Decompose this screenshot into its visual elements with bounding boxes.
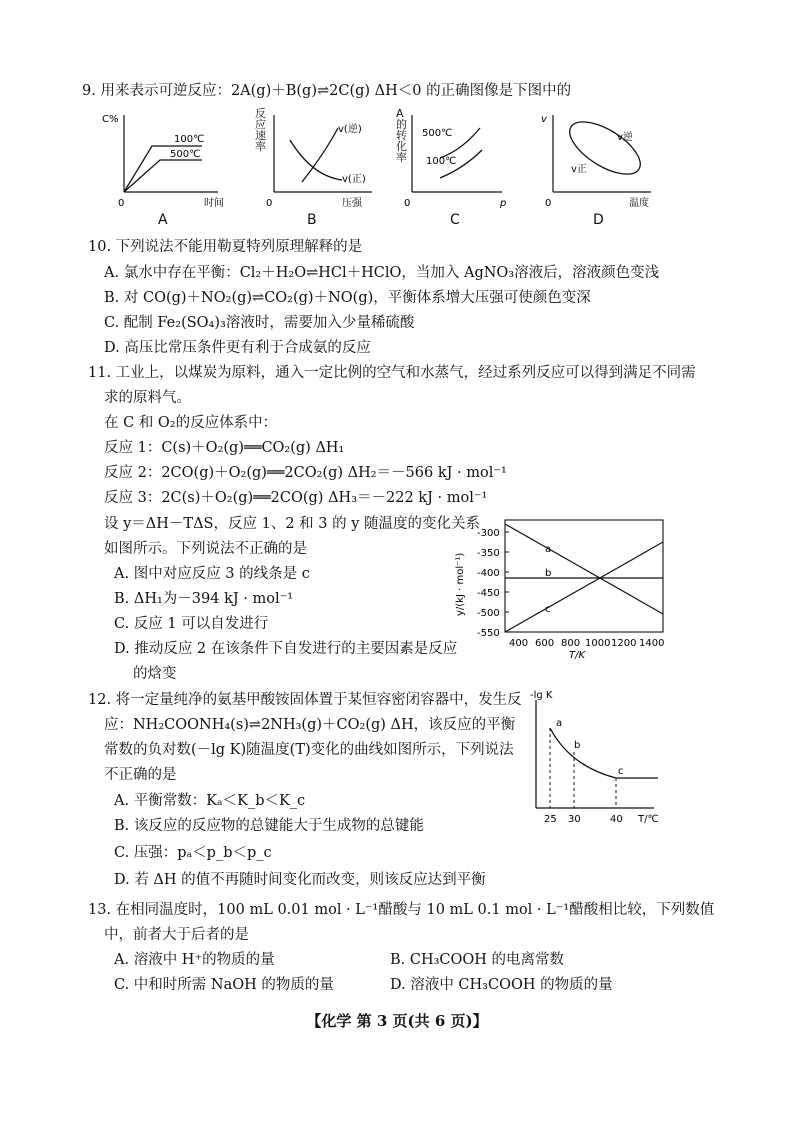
q13-option-a: A. 溶液中 H⁺的物质的量	[114, 952, 275, 968]
q11-option-a: A. 图中对应反应 3 的线条是 c	[114, 566, 310, 582]
q9-stem: 9. 用来表示可逆反应：2A(g)＋B(g)⇌2C(g) ΔH＜0 的正确图像是下图中的	[82, 83, 572, 99]
chart12-point-a: a	[556, 718, 563, 729]
graph-a-caption: A	[158, 212, 168, 228]
chart11-xtick: 1000	[585, 638, 611, 649]
chart12-xtick: 25	[544, 814, 557, 825]
graph-d-curve1: v逆	[617, 132, 633, 143]
q11-reaction-3: 反应 3：2C(s)＋O₂(g)══2CO(g) ΔH₃＝－222 kJ · mol⁻¹	[104, 490, 488, 506]
q12-option-c: C. 压强：pₐ＜p_b＜p_c	[114, 845, 272, 861]
q11-chart	[455, 520, 705, 661]
graph-c-origin: 0	[404, 198, 411, 209]
graph-a-ylabel: C%	[102, 114, 119, 125]
chart11-ytick: -550	[477, 628, 500, 639]
chart11-ytick: -400	[477, 568, 500, 579]
chart11-xtick: 400	[509, 638, 529, 649]
q11-reaction-1: 反应 1：C(s)＋O₂(g)══CO₂(g) ΔH₁	[104, 440, 345, 456]
graph-d-ylabel: v	[541, 114, 547, 125]
graph-a-curve1: 100℃	[174, 134, 205, 145]
graph-d-xlabel: 温度	[629, 198, 649, 209]
q12-line2: 应：NH₂COONH₄(s)⇌2NH₃(g)＋CO₂(g) ΔH，该反应的平衡	[104, 717, 516, 733]
page-footer: 【化学 第 3 页(共 6 页)】	[306, 1012, 488, 1030]
q12-line4: 不正确的是	[104, 767, 177, 783]
q10-stem: 10. 下列说法不能用勒夏特列原理解释的是	[88, 239, 363, 255]
q11-stem-line2: 求的原料气。	[104, 390, 191, 406]
q12-option-d: D. 若 ΔH 的值不再随时间变化而改变，则该反应达到平衡	[114, 872, 486, 888]
q12-chart	[530, 690, 680, 830]
graph-c-curve2: 100℃	[426, 156, 457, 167]
q11-line3: 在 C 和 O₂的反应体系中：	[104, 415, 278, 431]
chart11-ytick: -450	[477, 588, 500, 599]
graph-d-origin: 0	[545, 198, 552, 209]
graph-a	[102, 110, 230, 210]
graph-c-ylabel: A的转化率	[396, 107, 407, 164]
q13-option-c: C. 中和时所需 NaOH 的物质的量	[114, 977, 334, 993]
q13-line1: 13. 在相同温度时，100 mL 0.01 mol · L⁻¹醋酸与 10 mL 0.1 mol · L⁻¹醋酸相比较，下列数值	[88, 902, 715, 918]
q12-line3: 常数的负对数(－lg K)随温度(T)变化的曲线如图所示，下列说法	[104, 742, 514, 758]
q12-option-a: A. 平衡常数：Kₐ＜K_b＜K_c	[114, 793, 306, 809]
q13-option-b: B. CH₃COOH 的电离常数	[390, 952, 565, 968]
graph-a-xlabel: 时间	[204, 198, 224, 209]
chart11-label-a: a	[545, 544, 552, 555]
q11-stem-line1: 11. 工业上，以煤炭为原料，通入一定比例的空气和水蒸气，经过系列反应可以得到满足不同需	[88, 365, 696, 381]
q11-desc1: 设 y＝ΔH－TΔS，反应 1、2 和 3 的 y 随温度的变化关系	[104, 516, 481, 532]
q10-option-a: A. 氯水中存在平衡：Cl₂＋H₂O⇌HCl＋HClO，当加入 AgNO₃溶液后，溶液颜色变浅	[104, 265, 660, 281]
q12-option-b: B. 该反应的反应物的总键能大于生成物的总键能	[114, 818, 424, 834]
graph-b-ylabel: 反应速率	[255, 107, 266, 153]
chart11-xtick: 1200	[611, 638, 637, 649]
chart12-xtick: 30	[568, 814, 581, 825]
graph-b	[262, 110, 392, 210]
graph-b-curve1: v(逆)	[338, 124, 362, 135]
chart11-line-c	[505, 542, 663, 632]
graph-c-xlabel: p	[500, 198, 507, 209]
graph-c-caption: C	[450, 212, 460, 228]
chart11-label-c: c	[545, 604, 551, 615]
graph-b-xlabel: 压强	[342, 198, 362, 209]
chart11-ytick: -500	[477, 608, 500, 619]
graph-b-origin: 0	[266, 198, 273, 209]
graph-c-curve1: 500℃	[422, 128, 453, 139]
chart12-xlabel: T/℃	[638, 814, 659, 825]
chart11-ylabel: y/(kJ · mol⁻¹)	[455, 552, 466, 616]
graph-d	[543, 110, 673, 210]
chart12-point-c: c	[618, 766, 624, 777]
chart11-ytick: -350	[477, 548, 500, 559]
chart12-point-b: b	[574, 740, 581, 751]
chart11-label-b: b	[545, 568, 552, 579]
q10-option-d: D. 高压比常压条件更有利于合成氨的反应	[104, 340, 371, 356]
q13-line2: 中，前者大于后者的是	[104, 927, 249, 943]
q11-desc2: 如图所示。下列说法不正确的是	[104, 541, 307, 557]
graph-c	[404, 110, 524, 210]
q12-line1: 12. 将一定量纯净的氨基甲酸铵固体置于某恒容密闭容器中，发生反	[88, 692, 522, 708]
graph-b-caption: B	[307, 212, 317, 228]
chart11-line-a	[505, 524, 663, 614]
chart11-xtick: 800	[561, 638, 581, 649]
q10-option-b: B. 对 CO(g)＋NO₂(g)⇌CO₂(g)＋NO(g)，平衡体系增大压强可使颜色变深	[104, 290, 591, 306]
chart11-xlabel: T/K	[569, 650, 586, 661]
q11-option-b: B. ΔH₁为－394 kJ · mol⁻¹	[114, 591, 294, 607]
q11-reaction-2: 反应 2：2CO(g)＋O₂(g)══2CO₂(g) ΔH₂＝－566 kJ · mol⁻¹	[104, 465, 507, 481]
q13-option-d: D. 溶液中 CH₃COOH 的物质的量	[390, 977, 613, 993]
graph-d-caption: D	[593, 212, 604, 228]
graph-d-curve2: v正	[571, 164, 587, 175]
q11-option-c: C. 反应 1 可以自发进行	[114, 616, 269, 632]
q11-option-d-cont: 的焓变	[133, 666, 177, 682]
q10-option-c: C. 配制 Fe₂(SO₄)₃溶液时，需要加入少量稀硫酸	[104, 315, 415, 331]
chart12-ylabel: -lg K	[530, 690, 553, 701]
chart11-ytick: -300	[477, 528, 500, 539]
graph-b-curve2: v(正)	[342, 174, 366, 185]
chart11-xtick: 1400	[639, 638, 665, 649]
graph-a-origin: 0	[118, 198, 125, 209]
chart11-xtick: 600	[535, 638, 555, 649]
chart12-xtick: 40	[610, 814, 623, 825]
q11-option-d: D. 推动反应 2 在该条件下自发进行的主要因素是反应	[114, 641, 458, 657]
graph-a-curve2: 500℃	[170, 149, 201, 160]
